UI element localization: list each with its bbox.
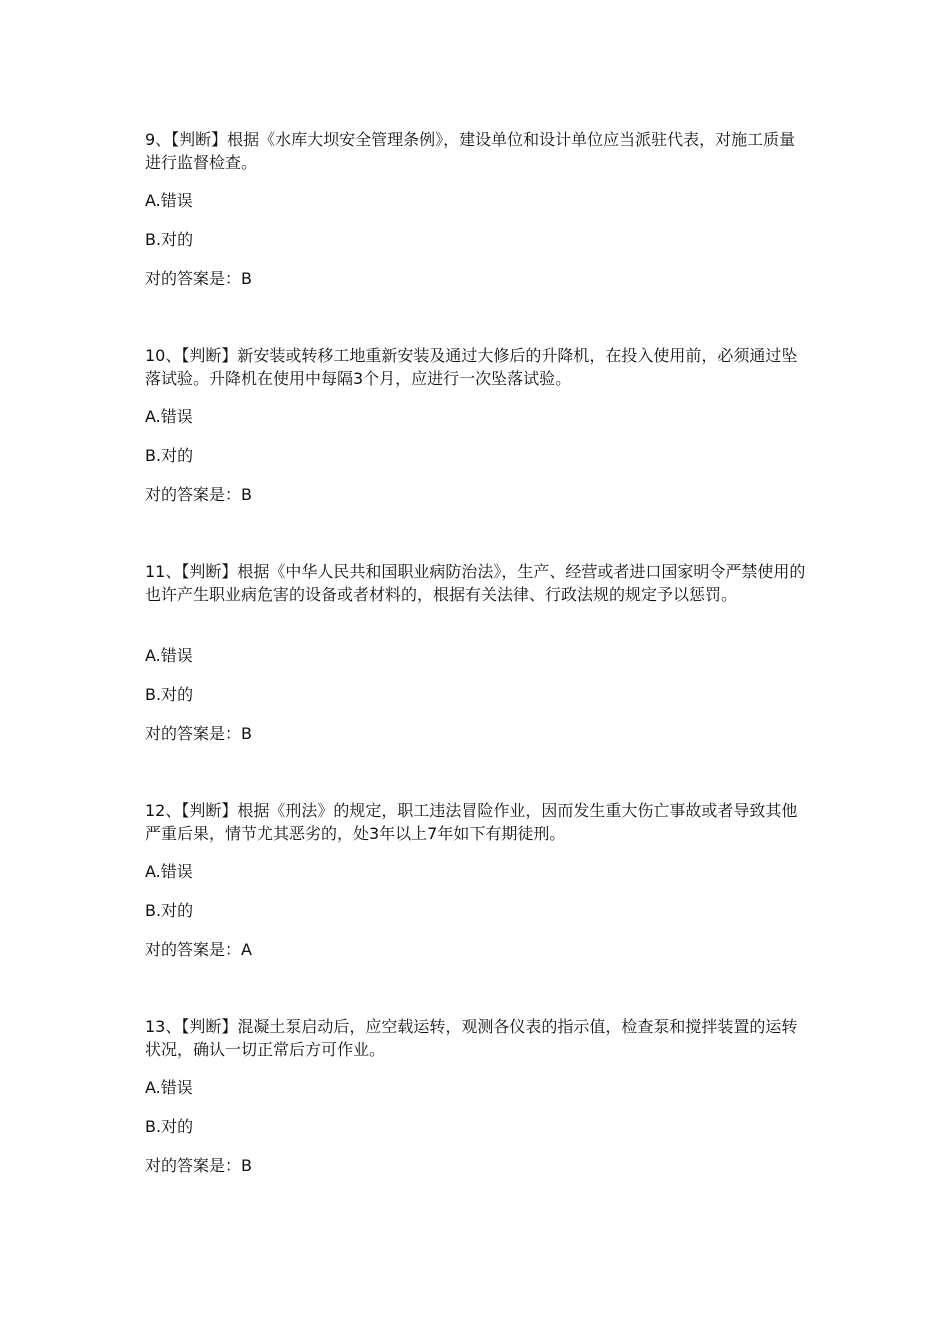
option-b: B.对的 [145,901,194,920]
option-b: B.对的 [145,685,194,704]
question-text: 13、【判断】混凝土泵启动后，应空载运转，观测各仪表的指示值，检查泵和搅拌装置的运转状况，确认一切正常后方可作业。 [145,1017,798,1059]
answer-text: 对的答案是：A [145,940,252,959]
option-a: A.错误 [145,1078,193,1097]
option-a: A.错误 [145,407,193,426]
answer-text: 对的答案是：B [145,1156,252,1175]
option-b: B.对的 [145,446,194,465]
answer-text: 对的答案是：B [145,485,252,504]
option-a: A.错误 [145,191,193,210]
question-text: 9、【判断】根据《水库大坝安全管理条例》，建设单位和设计单位应当派驻代表，对施工质量进行监督检查。 [145,130,796,172]
question-text: 10、【判断】新安装或转移工地重新安装及通过大修后的升降机，在投入使用前，必须通过坠落试验。升降机在使用中每隔3个月，应进行一次坠落试验。 [145,346,798,388]
answer-text: 对的答案是：B [145,269,252,288]
question-item [145,799,810,959]
question-item [145,1015,810,1175]
question-text: 11、【判断】根据《中华人民共和国职业病防治法》，生产、经营或者进口国家明令严禁使用的也许产生职业病危害的设备或者材料的，根据有关法律、行政法规的规定予以惩罚。 [145,562,806,604]
option-a: A.错误 [145,646,193,665]
option-b: B.对的 [145,230,194,249]
option-b: B.对的 [145,1117,194,1136]
question-text: 12、【判断】根据《刑法》的规定，职工违法冒险作业，因而发生重大伤亡事故或者导致其他严重后果，情节尤其恶劣的，处3年以上7年如下有期徒刑。 [145,801,798,843]
answer-text: 对的答案是：B [145,724,252,743]
option-a: A.错误 [145,862,193,881]
question-item [145,560,810,743]
question-item [145,128,810,288]
question-item [145,344,810,504]
